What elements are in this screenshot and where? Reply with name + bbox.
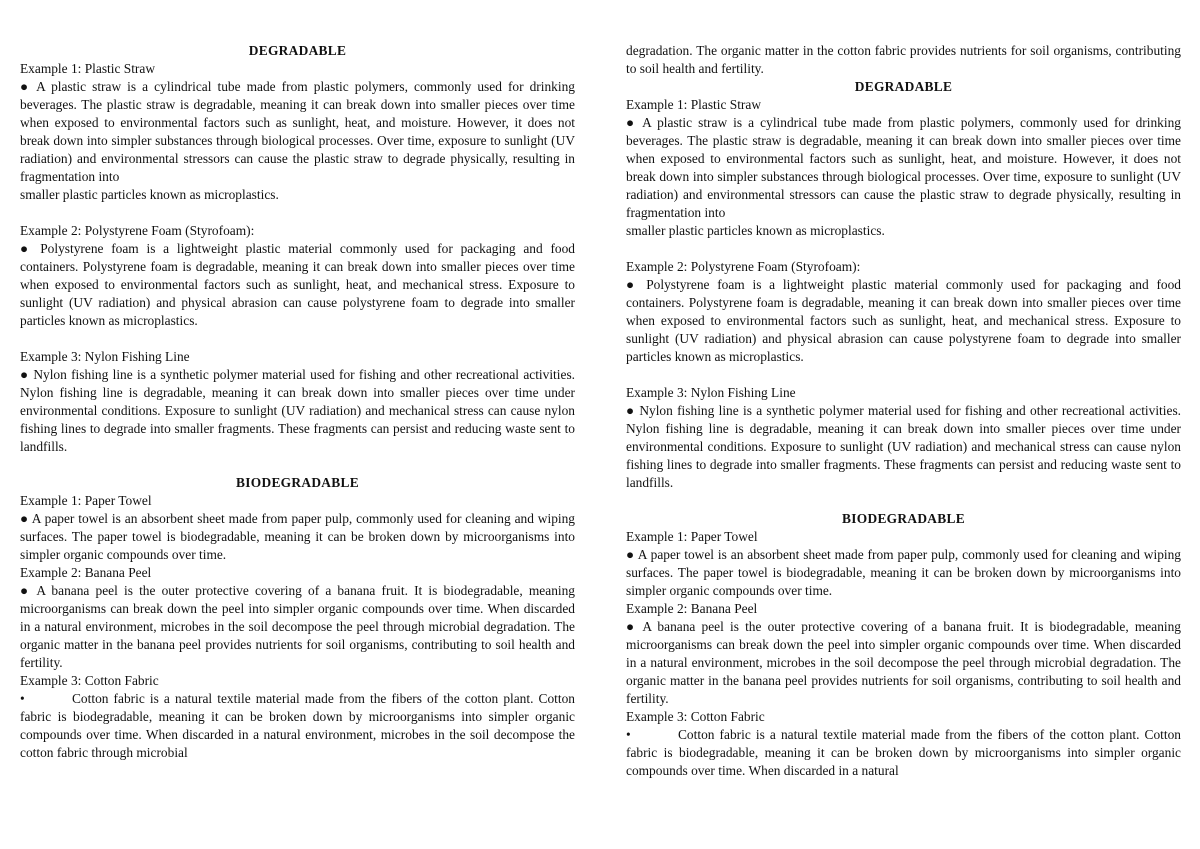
degradable-example-2-text: ● Polystyrene foam is a lightweight plastic material commonly used for packaging and food containers. Polystyrene foam is degradable, meaning it can break down into smaller pieces over time when exposed to environmental factors such as sunlight, heat, and mechanical stress. Exposure to sunlight (UV radiation) and physical abrasion can cause polystyrene foam to degrade into smaller particles known as microplastics. [626,277,1181,364]
biodegradable-example-2-text: ● A banana peel is the outer protective covering of a banana fruit. It is biodegradable, meaning microorganisms can break down the peel into simpler organic compounds over time. When discarded in a natural environment, microbes in the soil decompose the peel through microbial degradation. The organic matter in the banana peel provides nutrients for soil organisms, contributing to soil health and fertility. [20,583,575,670]
right-column [626,42,1181,780]
degradable-example-1-text: ● A plastic straw is a cylindrical tube made from plastic polymers, commonly used for drinking beverages. The plastic straw is degradable, meaning it can break down into smaller pieces over time when exposed to environmental factors such as sunlight, heat, and moisture. However, it does not break down into simpler substances through biological processes. Over time, exposure to sunlight (UV radiation) and environmental stressors can cause the plastic straw to degrade physically, resulting in fragmentation into [20,79,575,184]
degradable-example-1-title: Example 1: Plastic Straw [626,97,761,112]
spacer [626,366,1181,384]
degradable-example-1-tail: smaller plastic particles known as microplastics. [20,187,279,202]
biodegradable-example-3-text [20,690,575,762]
degradable-example-1-text: ● A plastic straw is a cylindrical tube made from plastic polymers, commonly used for drinking beverages. The plastic straw is degradable, meaning it can break down into smaller pieces over time when exposed to environmental factors such as sunlight, heat, and moisture. However, it does not break down into simpler substances through biological processes. Over time, exposure to sunlight (UV radiation) and environmental stressors can cause the plastic straw to degrade physically, resulting in fragmentation into [626,115,1181,220]
degradable-heading: DEGRADABLE [854,79,953,94]
biodegradable-heading: BIODEGRADABLE [236,475,359,490]
spacer [20,330,575,348]
cotton-text: Cotton fabric is a natural textile material made from the fibers of the cotton plant. Cotton fabric is biodegradable, meaning it can be broken down by microorganisms into simpler organic compounds over time. When discarded in a natural environment, microbes in the soil decompose the cotton fabric through microbial [20,691,575,760]
degradable-example-2-title: Example 2: Polystyrene Foam (Styrofoam): [20,223,255,238]
left-column [20,42,575,762]
bullet: • [20,691,25,706]
biodegradable-example-2-title: Example 2: Banana Peel [20,565,152,580]
biodegradable-example-1-text: ● A paper towel is an absorbent sheet made from paper pulp, commonly used for cleaning and wiping surfaces. The paper towel is biodegradable, meaning it can be broken down by microorganisms into simpler organic compounds over time. [626,547,1181,598]
degradable-example-3-title: Example 3: Nylon Fishing Line [626,385,796,400]
biodegradable-example-3-title: Example 3: Cotton Fabric [626,709,765,724]
spacer [626,240,1181,258]
bullet: • [626,727,631,742]
spacer [20,456,575,474]
biodegradable-example-1-text: ● A paper towel is an absorbent sheet made from paper pulp, commonly used for cleaning and wiping surfaces. The paper towel is biodegradable, meaning it can be broken down by microorganisms into simpler organic compounds over time. [20,511,575,562]
degradable-heading: DEGRADABLE [248,43,347,58]
biodegradable-example-1-title: Example 1: Paper Towel [626,529,758,544]
biodegradable-example-2-title: Example 2: Banana Peel [626,601,758,616]
cotton-text: Cotton fabric is a natural textile material made from the fibers of the cotton plant. Cotton fabric is biodegradable, meaning it can be broken down by microorganisms into simpler organic compounds over time. When discarded in a natural [626,727,1181,778]
degradable-example-1-title: Example 1: Plastic Straw [20,61,155,76]
biodegradable-example-1-title: Example 1: Paper Towel [20,493,152,508]
biodegradable-example-3-title: Example 3: Cotton Fabric [20,673,159,688]
degradable-example-2-text: ● Polystyrene foam is a lightweight plastic material commonly used for packaging and food containers. Polystyrene foam is degradable, meaning it can break down into smaller pieces over time when exposed to environmental factors such as sunlight, heat, and mechanical stress. Exposure to sunlight (UV radiation) and physical abrasion can cause polystyrene foam to degrade into smaller particles known as microplastics. [20,241,575,328]
degradable-example-3-title: Example 3: Nylon Fishing Line [20,349,190,364]
continuation-text: degradation. The organic matter in the cotton fabric provides nutrients for soil organisms, contributing to soil health and fertility. [626,43,1181,76]
degradable-example-1-tail: smaller plastic particles known as microplastics. [626,223,885,238]
biodegradable-example-3-text [626,726,1181,780]
spacer [20,204,575,222]
biodegradable-example-2-text: ● A banana peel is the outer protective covering of a banana fruit. It is biodegradable, meaning microorganisms can break down the peel into simpler organic compounds over time. When discarded in a natural environment, microbes in the soil decompose the peel through microbial degradation. The organic matter in the banana peel provides nutrients for soil organisms, contributing to soil health and fertility. [626,619,1181,706]
biodegradable-heading: BIODEGRADABLE [842,511,965,526]
spacer [626,492,1181,510]
degradable-example-2-title: Example 2: Polystyrene Foam (Styrofoam): [626,259,861,274]
degradable-example-3-text: ● Nylon fishing line is a synthetic polymer material used for fishing and other recreational activities. Nylon fishing line is degradable, meaning it can break down into smaller pieces over time under environmental conditions. Exposure to sunlight (UV radiation) and mechanical stress can cause nylon fishing lines to degrade into smaller fragments. These fragments can persist and reducing waste sent to landfills. [20,367,575,454]
degradable-example-3-text: ● Nylon fishing line is a synthetic polymer material used for fishing and other recreational activities. Nylon fishing line is degradable, meaning it can break down into smaller pieces over time under environmental conditions. Exposure to sunlight (UV radiation) and mechanical stress can cause nylon fishing lines to degrade into smaller fragments. These fragments can persist and reducing waste sent to landfills. [626,403,1181,490]
